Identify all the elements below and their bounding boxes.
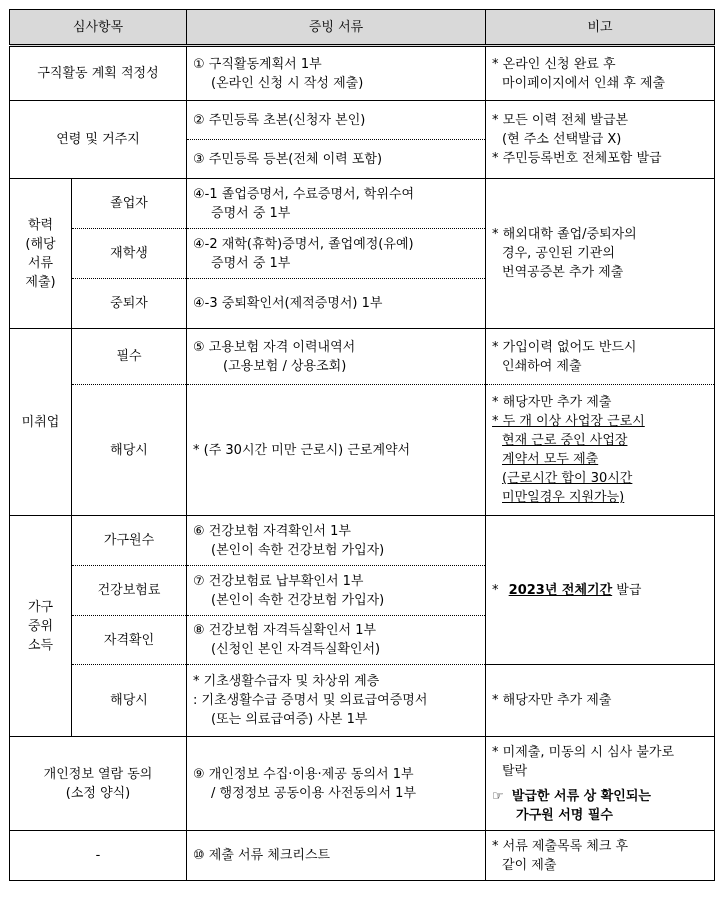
note-edu-line2: 경우, 공인된 기관의: [502, 246, 615, 261]
group-income-line1: 가구: [27, 599, 54, 615]
document-table: [9, 9, 715, 881]
note-edu-line3: 번역공증본 추가 제출: [502, 265, 624, 280]
docs-privacy-line1: ⑨ 개인정보 수집·이용·제공 동의서 1부: [193, 766, 414, 782]
docs-income-1-line1: ⑥ 건강보험 자격확인서 1부: [193, 523, 351, 539]
docs-unemp-2: * (주 30시간 미만 근로시) 근로계약서: [187, 385, 486, 516]
docs-privacy: [187, 737, 486, 831]
sub-edu-graduate: 졸업자: [72, 179, 187, 229]
item-checklist: -: [10, 831, 187, 881]
note-income-suffix: 발급: [616, 582, 642, 598]
note-income: [486, 516, 715, 665]
row-unemp-1: [10, 329, 715, 385]
sub-income-members: 가구원수: [72, 516, 187, 566]
note-unemp-1-line2: 인쇄하여 제출: [502, 358, 582, 374]
note-checklist-line2: 같이 제출: [502, 857, 557, 873]
note-unemp-2-line4: 계약서 모두 제출: [502, 452, 599, 467]
note-edu-line1: * 해외대학 졸업/중퇴자의: [492, 227, 637, 242]
note-checklist: [486, 831, 715, 881]
group-unemp: 미취업: [10, 329, 72, 516]
item-privacy-line1: 개인정보 열람 동의: [43, 766, 153, 782]
group-edu-line3: 서류: [27, 255, 54, 271]
note-age-line2: (현 주소 선택발급 X): [502, 132, 622, 147]
sub-edu-dropout: 중퇴자: [72, 279, 187, 329]
group-edu: [10, 179, 72, 329]
row-income-1: [10, 516, 715, 566]
docs-income-4-line3: (또는 의료급여증) 사본 1부: [211, 712, 368, 727]
docs-plan-line1: ① 구직활동계획서 1부: [193, 56, 322, 72]
note-plan-line1: * 온라인 신청 완료 후: [492, 56, 616, 72]
item-age: 연령 및 거주지: [10, 101, 187, 179]
pointing-hand-icon: ☞: [492, 788, 504, 804]
note-income-period: 2023년 전체기간: [508, 582, 613, 598]
header-item: 심사항목: [10, 10, 187, 46]
group-income: [10, 516, 72, 737]
row-unemp-2: [10, 385, 715, 516]
docs-unemp-1-line1: ⑤ 고용보험 자격 이력내역서: [193, 339, 356, 355]
note-edu: [486, 179, 715, 329]
group-edu-line2: (해당: [25, 236, 56, 252]
note-unemp-2-line2: * 두 개 이상 사업장 근로시: [492, 414, 645, 429]
docs-income-1-line2: (본인이 속한 건강보험 가입자): [211, 542, 385, 558]
docs-income-3: [187, 616, 486, 665]
docs-income-2-line1: ⑦ 건강보험료 납부확인서 1부: [193, 573, 364, 589]
note-age-line3: * 주민등록번호 전체포함 발급: [492, 151, 662, 166]
sub-unemp-applicable: 해당시: [72, 385, 187, 516]
row-checklist: [10, 831, 715, 881]
note-age-line1: * 모든 이력 전체 발급본: [492, 113, 629, 128]
note-unemp-2-line6: 미만일경우 지원가능): [502, 490, 625, 505]
note-plan: [486, 46, 715, 101]
note-unemp-2-line3: 현재 근로 중인 사업장: [502, 433, 628, 448]
docs-income-4-line2: : 기초생활수급 증명서 및 의료급여증명서: [193, 693, 428, 708]
row-age-1: [10, 101, 715, 140]
docs-edu-3: ④-3 중퇴확인서(제적증명서) 1부: [187, 279, 486, 329]
note-unemp-1-line1: * 가입이력 없어도 반드시: [492, 339, 637, 355]
note-plan-line2: 마이페이지에서 인쇄 후 제출: [502, 75, 666, 91]
docs-age-2: ③ 주민등록 등본(전체 이력 포함): [187, 140, 486, 179]
docs-edu-1-line2: 증명서 중 1부: [211, 205, 291, 221]
note-unemp-1: [486, 329, 715, 385]
docs-income-2-line2: (본인이 속한 건강보험 가입자): [211, 592, 385, 608]
group-edu-line1: 학력: [27, 217, 54, 233]
docs-unemp-1: [187, 329, 486, 385]
item-privacy-line2: (소정 양식): [65, 785, 131, 801]
group-edu-line4: 제출): [25, 274, 56, 290]
group-income-line2: 중위: [27, 618, 54, 634]
note-income-4: * 해당자만 추가 제출: [486, 665, 715, 737]
docs-privacy-line2: / 행정정보 공동이용 사전동의서 1부: [211, 785, 417, 801]
group-income-line3: 소득: [27, 637, 54, 653]
docs-income-1: [187, 516, 486, 566]
note-unemp-2-line5: (근로시간 합이 30시간: [502, 471, 633, 486]
header-docs: 증빙 서류: [187, 10, 486, 46]
note-income-star: *: [492, 582, 499, 598]
sub-income-premium: 건강보험료: [72, 566, 187, 616]
note-checklist-line1: * 서류 제출목록 체크 후: [492, 838, 629, 854]
sub-income-applicable: 해당시: [72, 665, 187, 737]
note-privacy: [486, 737, 715, 831]
docs-income-4-line1: * 기초생활수급자 및 차상위 계층: [193, 674, 380, 689]
docs-edu-1-line1: ④-1 졸업증명서, 수료증명서, 학위수여: [193, 186, 415, 202]
note-age: [486, 101, 715, 179]
docs-edu-1: [187, 179, 486, 229]
docs-income-3-line2: (신청인 본인 자격득실확인서): [211, 642, 381, 657]
note-unemp-2-line1: * 해당자만 추가 제출: [492, 395, 612, 410]
note-privacy-bold-1: 발급한 서류 상 확인되는: [511, 788, 651, 804]
header-note: 비고: [486, 10, 715, 46]
row-edu-1: [10, 179, 715, 229]
note-privacy-line2: 탈락: [502, 763, 528, 779]
docs-income-4: [187, 665, 486, 737]
docs-edu-2: [187, 229, 486, 279]
docs-edu-2-line1: ④-2 재학(휴학)증명서, 졸업예정(유예): [193, 236, 414, 252]
docs-income-2: [187, 566, 486, 616]
note-unemp-2: [486, 385, 715, 516]
row-privacy: [10, 737, 715, 831]
row-income-4: [10, 665, 715, 737]
docs-age-1: ② 주민등록 초본(신청자 본인): [187, 101, 486, 140]
note-privacy-bold-2: 가구원 서명 필수: [516, 807, 613, 823]
row-plan: [10, 46, 715, 101]
docs-plan: [187, 46, 486, 101]
docs-checklist: ⑩ 제출 서류 체크리스트: [187, 831, 486, 881]
docs-edu-2-line2: 증명서 중 1부: [211, 255, 291, 271]
docs-income-3-line1: ⑧ 건강보험 자격득실확인서 1부: [193, 623, 377, 638]
header-row: [10, 10, 715, 46]
item-plan: 구직활동 계획 적정성: [10, 46, 187, 101]
docs-unemp-1-line2: (고용보험 / 상용조회): [223, 358, 347, 374]
docs-plan-line2: (온라인 신청 시 작성 제출): [211, 75, 364, 91]
sub-edu-enrolled: 재학생: [72, 229, 187, 279]
note-privacy-line1: * 미제출, 미동의 시 심사 불가로: [492, 744, 675, 760]
sub-income-qualification: 자격확인: [72, 616, 187, 665]
sub-unemp-required: 필수: [72, 329, 187, 385]
item-privacy: [10, 737, 187, 831]
